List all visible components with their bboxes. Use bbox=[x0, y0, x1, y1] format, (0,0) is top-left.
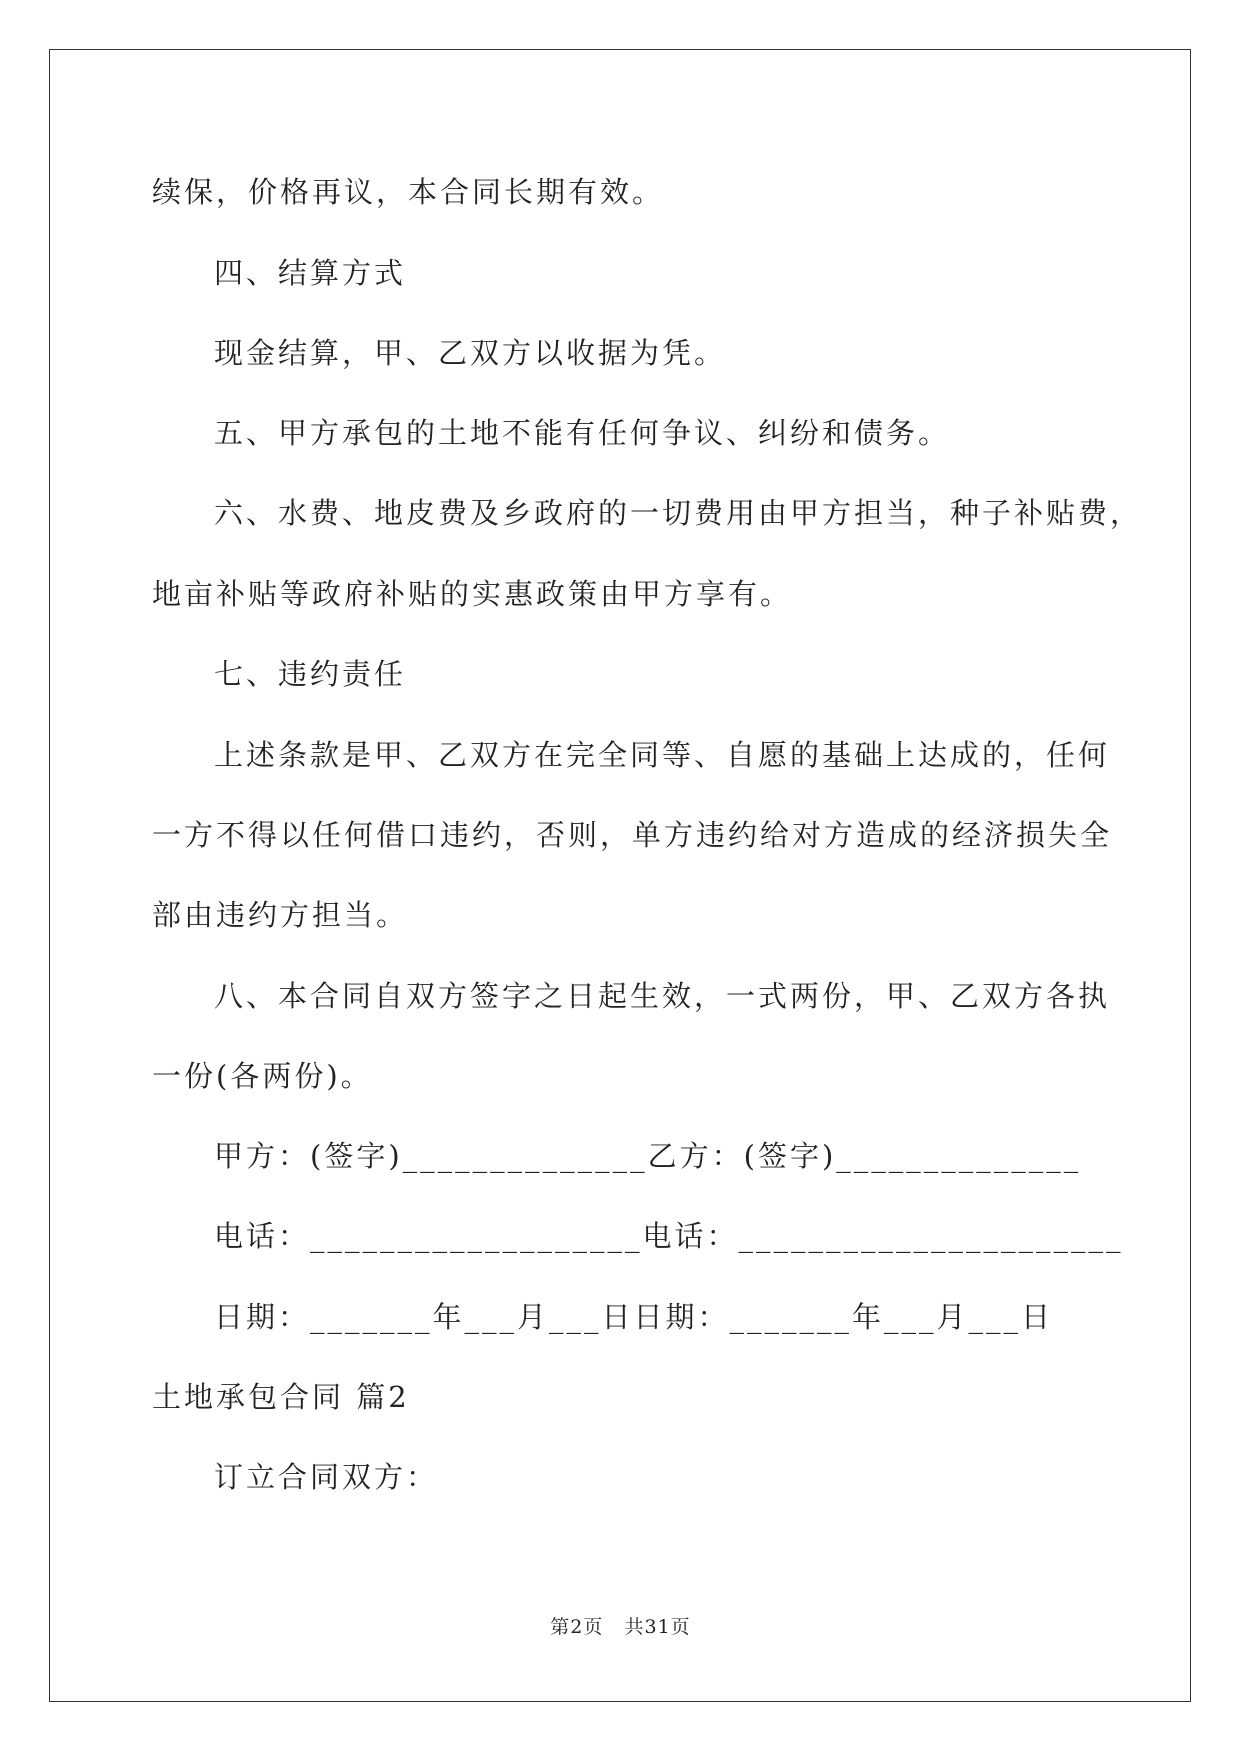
text-line-settlement: 现金结算，甲、乙双方以收据为凭。 bbox=[214, 336, 727, 370]
signature-line: 甲方：(签字)______________乙方：(签字)______________ bbox=[214, 1139, 1082, 1173]
contract-title: 土地承包合同 篇2 bbox=[152, 1380, 410, 1414]
phone-line: 电话：___________________电话：______________________ bbox=[214, 1219, 1124, 1253]
text-line-breach-3: 部由违约方担当。 bbox=[152, 898, 409, 932]
section-heading-6: 六、水费、地皮费及乡政府的一切费用由甲方担当，种子补贴费， bbox=[214, 496, 1143, 530]
text-line-breach-2: 一方不得以任何借口违约，否则，单方违约给对方造成的经济损失全 bbox=[152, 818, 1113, 852]
section-heading-8: 八、本合同自双方签字之日起生效，一式两份，甲、乙双方各执 bbox=[214, 979, 1111, 1013]
date-line: 日期：_______年___月___日日期：_______年___月___日 bbox=[214, 1300, 1054, 1334]
section-heading-5: 五、甲方承包的土地不能有任何争议、纠纷和债务。 bbox=[214, 416, 951, 450]
page-number-footer: 第2页 共31页 bbox=[550, 1616, 691, 1638]
section-heading-4: 四、结算方式 bbox=[214, 256, 407, 290]
text-line-subsidy: 地亩补贴等政府补贴的实惠政策由甲方享有。 bbox=[152, 577, 793, 611]
section-heading-7: 七、违约责任 bbox=[214, 657, 407, 691]
text-line-parties: 订立合同双方： bbox=[214, 1460, 439, 1494]
text-line-copies: 一份(各两份)。 bbox=[152, 1059, 373, 1093]
text-line-breach-1: 上述条款是甲、乙双方在完全同等、自愿的基础上达成的，任何 bbox=[214, 738, 1111, 772]
text-line-1: 续保，价格再议，本合同长期有效。 bbox=[152, 175, 665, 209]
page-border bbox=[49, 49, 1191, 1702]
